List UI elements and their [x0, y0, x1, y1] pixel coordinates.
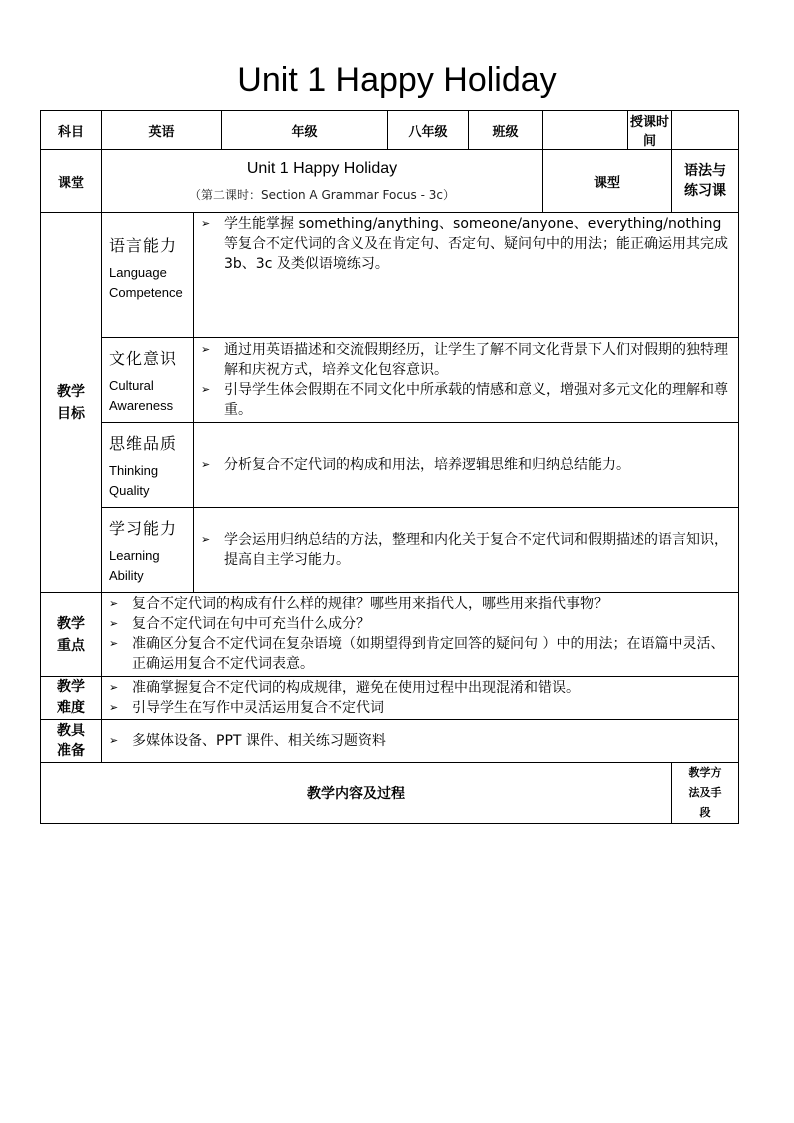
difficulties-row [41, 677, 739, 720]
difficulty-bullet: ➢ 引导学生在写作中灵活运用复合不定代词 [109, 700, 384, 716]
objective-row-learning [41, 508, 739, 593]
objective-en: Language Competence [109, 265, 183, 300]
bullet-arrow-icon: ➢ [201, 383, 211, 396]
lesson-subtitle: （第二课时：Section A Grammar Focus - 3c） [189, 188, 455, 202]
lesson-label: 课堂 [41, 150, 102, 213]
objective-content [194, 508, 739, 593]
key-points-row [41, 593, 739, 677]
objective-row-language [41, 213, 739, 338]
objective-cn: 学习能力 [109, 519, 178, 538]
key-points-content [102, 593, 739, 677]
document-title: Unit 1 Happy Holiday [237, 61, 557, 99]
subject-label: 科目 [41, 111, 102, 150]
lesson-row [41, 150, 739, 213]
content-process-label: 教学内容及过程 [41, 763, 672, 824]
objectives-label: 教学目标 [41, 213, 102, 593]
objective-cn: 思维品质 [109, 434, 178, 453]
objective-content [194, 423, 739, 508]
grade-value: 八年级 [388, 111, 469, 150]
difficulties-content [102, 677, 739, 720]
materials-label: 教具准备 [41, 720, 102, 763]
lesson-title: Unit 1 Happy Holiday [246, 160, 398, 177]
objective-content [194, 338, 739, 423]
objective-cn: 文化意识 [109, 349, 178, 368]
bullet-arrow-icon: ➢ [201, 343, 211, 356]
objective-bullet: ➢ 引导学生体会假期在不同文化中所承载的情感和意义，增强对多元文化的理解和尊重。 [201, 382, 728, 418]
key-point-bullet: ➢ 复合不定代词在句中可充当什么成分？ [109, 616, 370, 632]
lesson-type-value: 语法与练习课 [672, 150, 739, 213]
key-points-label: 教学重点 [41, 593, 102, 677]
objective-category [102, 213, 194, 338]
objective-row-thinking [41, 423, 739, 508]
difficulties-label: 教学难度 [41, 677, 102, 720]
materials-content [102, 720, 739, 763]
objective-row-culture [41, 338, 739, 423]
objective-en: Thinking Quality [109, 463, 159, 498]
bullet-arrow-icon: ➢ [201, 217, 211, 230]
lesson-title-cell [102, 150, 543, 213]
objective-content [194, 213, 739, 338]
grade-label: 年级 [222, 111, 388, 150]
objective-bullet: ➢ 学生能掌握 something/anything、someone/anyone、everything/nothing 等复合不定代词的含义及在肯定句、否定句、疑问句中的用法；能正确运用其完成 3b、3c 及类似语境练习。 [201, 216, 728, 272]
lesson-plan-table [40, 110, 739, 824]
subject-value: 英语 [102, 111, 222, 150]
time-value[interactable] [672, 111, 739, 150]
difficulty-bullet: ➢ 准确掌握复合不定代词的构成规律，避免在使用过程中出现混淆和错误。 [109, 680, 580, 696]
objective-category [102, 423, 194, 508]
objective-bullet: ➢ 通过用英语描述和交流假期经历，让学生了解不同文化背景下人们对假期的独特理解和庆祝方式，培养文化包容意识。 [201, 342, 728, 378]
bullet-arrow-icon: ➢ [109, 734, 119, 747]
time-label: 授课时间 [628, 111, 672, 150]
key-point-bullet: ➢ 复合不定代词的构成有什么样的规律？哪些用来指代人，哪些用来指代事物？ [109, 596, 608, 612]
bullet-arrow-icon: ➢ [109, 637, 119, 650]
objective-bullet: ➢ 学会运用归纳总结的方法，整理和内化关于复合不定代词和假期描述的语言知识，提高自主学习能力。 [201, 532, 728, 568]
objective-category [102, 508, 194, 593]
lesson-type-label: 课型 [543, 150, 672, 213]
objective-category [102, 338, 194, 423]
bullet-arrow-icon: ➢ [109, 681, 119, 694]
class-label: 班级 [469, 111, 543, 150]
objective-bullet: ➢ 分析复合不定代词的构成和用法，培养逻辑思维和归纳总结能力。 [201, 457, 630, 473]
bullet-arrow-icon: ➢ [109, 701, 119, 714]
objective-en: Cultural Awareness [109, 378, 174, 413]
method-label: 教学方法及手段 [672, 763, 739, 824]
bullet-arrow-icon: ➢ [201, 458, 211, 471]
key-point-bullet: ➢ 准确区分复合不定代词在复杂语境（如期望得到肯定回答的疑问句 ）中的用法；在语篇中灵活、正确运用复合不定代词表意。 [109, 636, 725, 672]
materials-row [41, 720, 739, 763]
bullet-arrow-icon: ➢ [109, 597, 119, 610]
footer-row [41, 763, 739, 824]
objective-cn: 语言能力 [109, 236, 178, 255]
material-bullet: ➢ 多媒体设备、PPT 课件、相关练习题资料 [109, 733, 386, 749]
bullet-arrow-icon: ➢ [109, 617, 119, 630]
class-value[interactable] [543, 111, 628, 150]
header-row [41, 111, 739, 150]
bullet-arrow-icon: ➢ [201, 533, 211, 546]
objective-en: Learning Ability [109, 548, 160, 583]
